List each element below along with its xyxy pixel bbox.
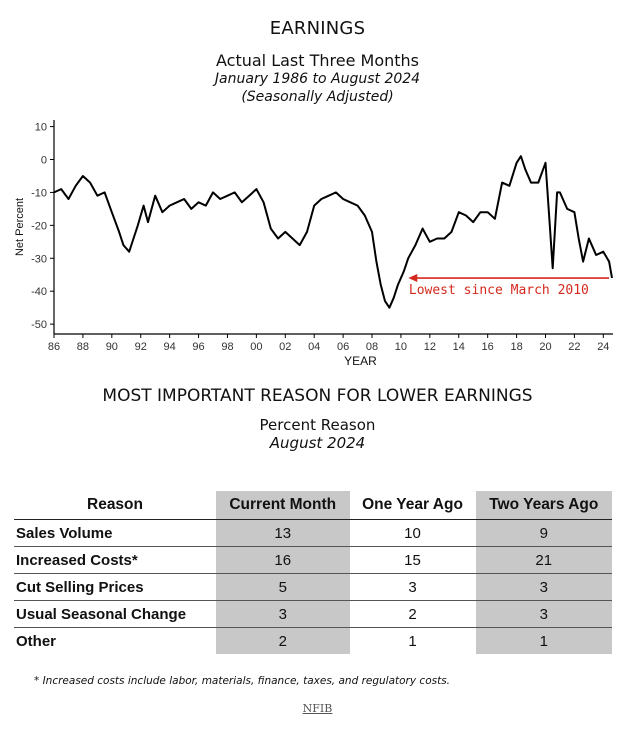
chart-subtitle: Actual Last Three Months <box>215 51 420 70</box>
annotation-arrowhead <box>408 274 417 282</box>
row-label: Sales Volume <box>16 524 113 542</box>
y-tick-label: -20 <box>31 220 47 233</box>
x-tick-label: 04 <box>308 341 321 353</box>
header-one-year-ago: One Year Ago <box>362 496 463 513</box>
chart-date-range: January 1986 to August 2024 <box>214 71 421 87</box>
x-tick-label: 02 <box>279 341 292 353</box>
cell-one-year-ago: 15 <box>404 551 421 569</box>
x-tick-label: 96 <box>192 341 205 353</box>
cell-current-month: 13 <box>216 520 350 547</box>
section-period: August 2024 <box>269 434 366 452</box>
x-axis-label: YEAR <box>344 354 377 368</box>
cell-one-year-ago: 2 <box>408 605 417 623</box>
footnote: * Increased costs include labor, materials, finance, taxes, and regulatory costs. <box>34 675 451 687</box>
cell-two-years-ago: 1 <box>476 628 612 655</box>
row-label: Increased Costs* <box>16 551 138 569</box>
table-header-row <box>14 491 612 520</box>
earnings-line-chart <box>0 112 635 372</box>
x-tick-label: 98 <box>221 341 234 353</box>
source-link[interactable]: NFIB <box>302 702 333 715</box>
section-title: MOST IMPORTANT REASON FOR LOWER EARNINGS <box>102 386 533 406</box>
cell-current-month: 3 <box>216 601 350 628</box>
cell-two-years-ago: 3 <box>476 574 612 601</box>
x-tick-label: 92 <box>134 341 147 353</box>
x-tick-label: 10 <box>394 341 408 353</box>
header-current-month: Current Month <box>216 491 350 520</box>
x-tick-label: 18 <box>510 341 523 353</box>
x-tick-label: 24 <box>597 341 610 353</box>
x-tick-label: 12 <box>423 341 436 353</box>
table-row <box>14 628 612 655</box>
cell-one-year-ago: 3 <box>408 578 417 596</box>
y-tick-label: -10 <box>31 187 47 200</box>
cell-current-month: 5 <box>216 574 350 601</box>
cell-two-years-ago: 9 <box>476 520 612 547</box>
row-label: Cut Selling Prices <box>16 578 144 596</box>
y-axis-label: Net Percent <box>14 197 26 257</box>
x-tick-label: 90 <box>105 341 118 353</box>
cell-current-month: 16 <box>216 547 350 574</box>
header-reason: Reason <box>87 496 143 513</box>
cell-one-year-ago: 10 <box>404 524 421 542</box>
x-tick-label: 00 <box>250 341 263 353</box>
x-tick-label: 94 <box>163 341 176 353</box>
x-tick-label: 86 <box>47 341 61 353</box>
y-tick-label: -40 <box>31 286 47 299</box>
x-tick-label: 14 <box>452 341 465 353</box>
section-subtitle: Percent Reason <box>259 416 376 434</box>
cell-two-years-ago: 3 <box>476 601 612 628</box>
x-tick-label: 06 <box>336 341 350 353</box>
row-label: Usual Seasonal Change <box>16 605 187 623</box>
y-tick-label: 10 <box>34 121 47 134</box>
y-tick-label: 0 <box>40 154 47 167</box>
chart-title: EARNINGS <box>269 18 366 39</box>
annotation-label: Lowest since March 2010 <box>408 283 589 299</box>
table-row <box>14 601 612 628</box>
chart-adjustment-note: (Seasonally Adjusted) <box>241 89 394 105</box>
row-label: Other <box>16 632 57 650</box>
y-tick-label: -50 <box>31 319 47 332</box>
x-tick-label: 16 <box>481 341 494 353</box>
header-two-years-ago: Two Years Ago <box>476 491 612 520</box>
x-tick-label: 20 <box>539 341 552 353</box>
table-row <box>14 520 612 547</box>
x-tick-label: 08 <box>365 341 379 353</box>
table-row <box>14 547 612 574</box>
x-tick-label: 22 <box>568 341 581 353</box>
x-tick-label: 88 <box>76 341 90 353</box>
cell-two-years-ago: 21 <box>476 547 612 574</box>
cell-one-year-ago: 1 <box>408 632 417 650</box>
cell-current-month: 2 <box>216 628 350 655</box>
reasons-table <box>14 491 612 654</box>
table-row <box>14 574 612 601</box>
y-tick-label: -30 <box>31 253 47 266</box>
